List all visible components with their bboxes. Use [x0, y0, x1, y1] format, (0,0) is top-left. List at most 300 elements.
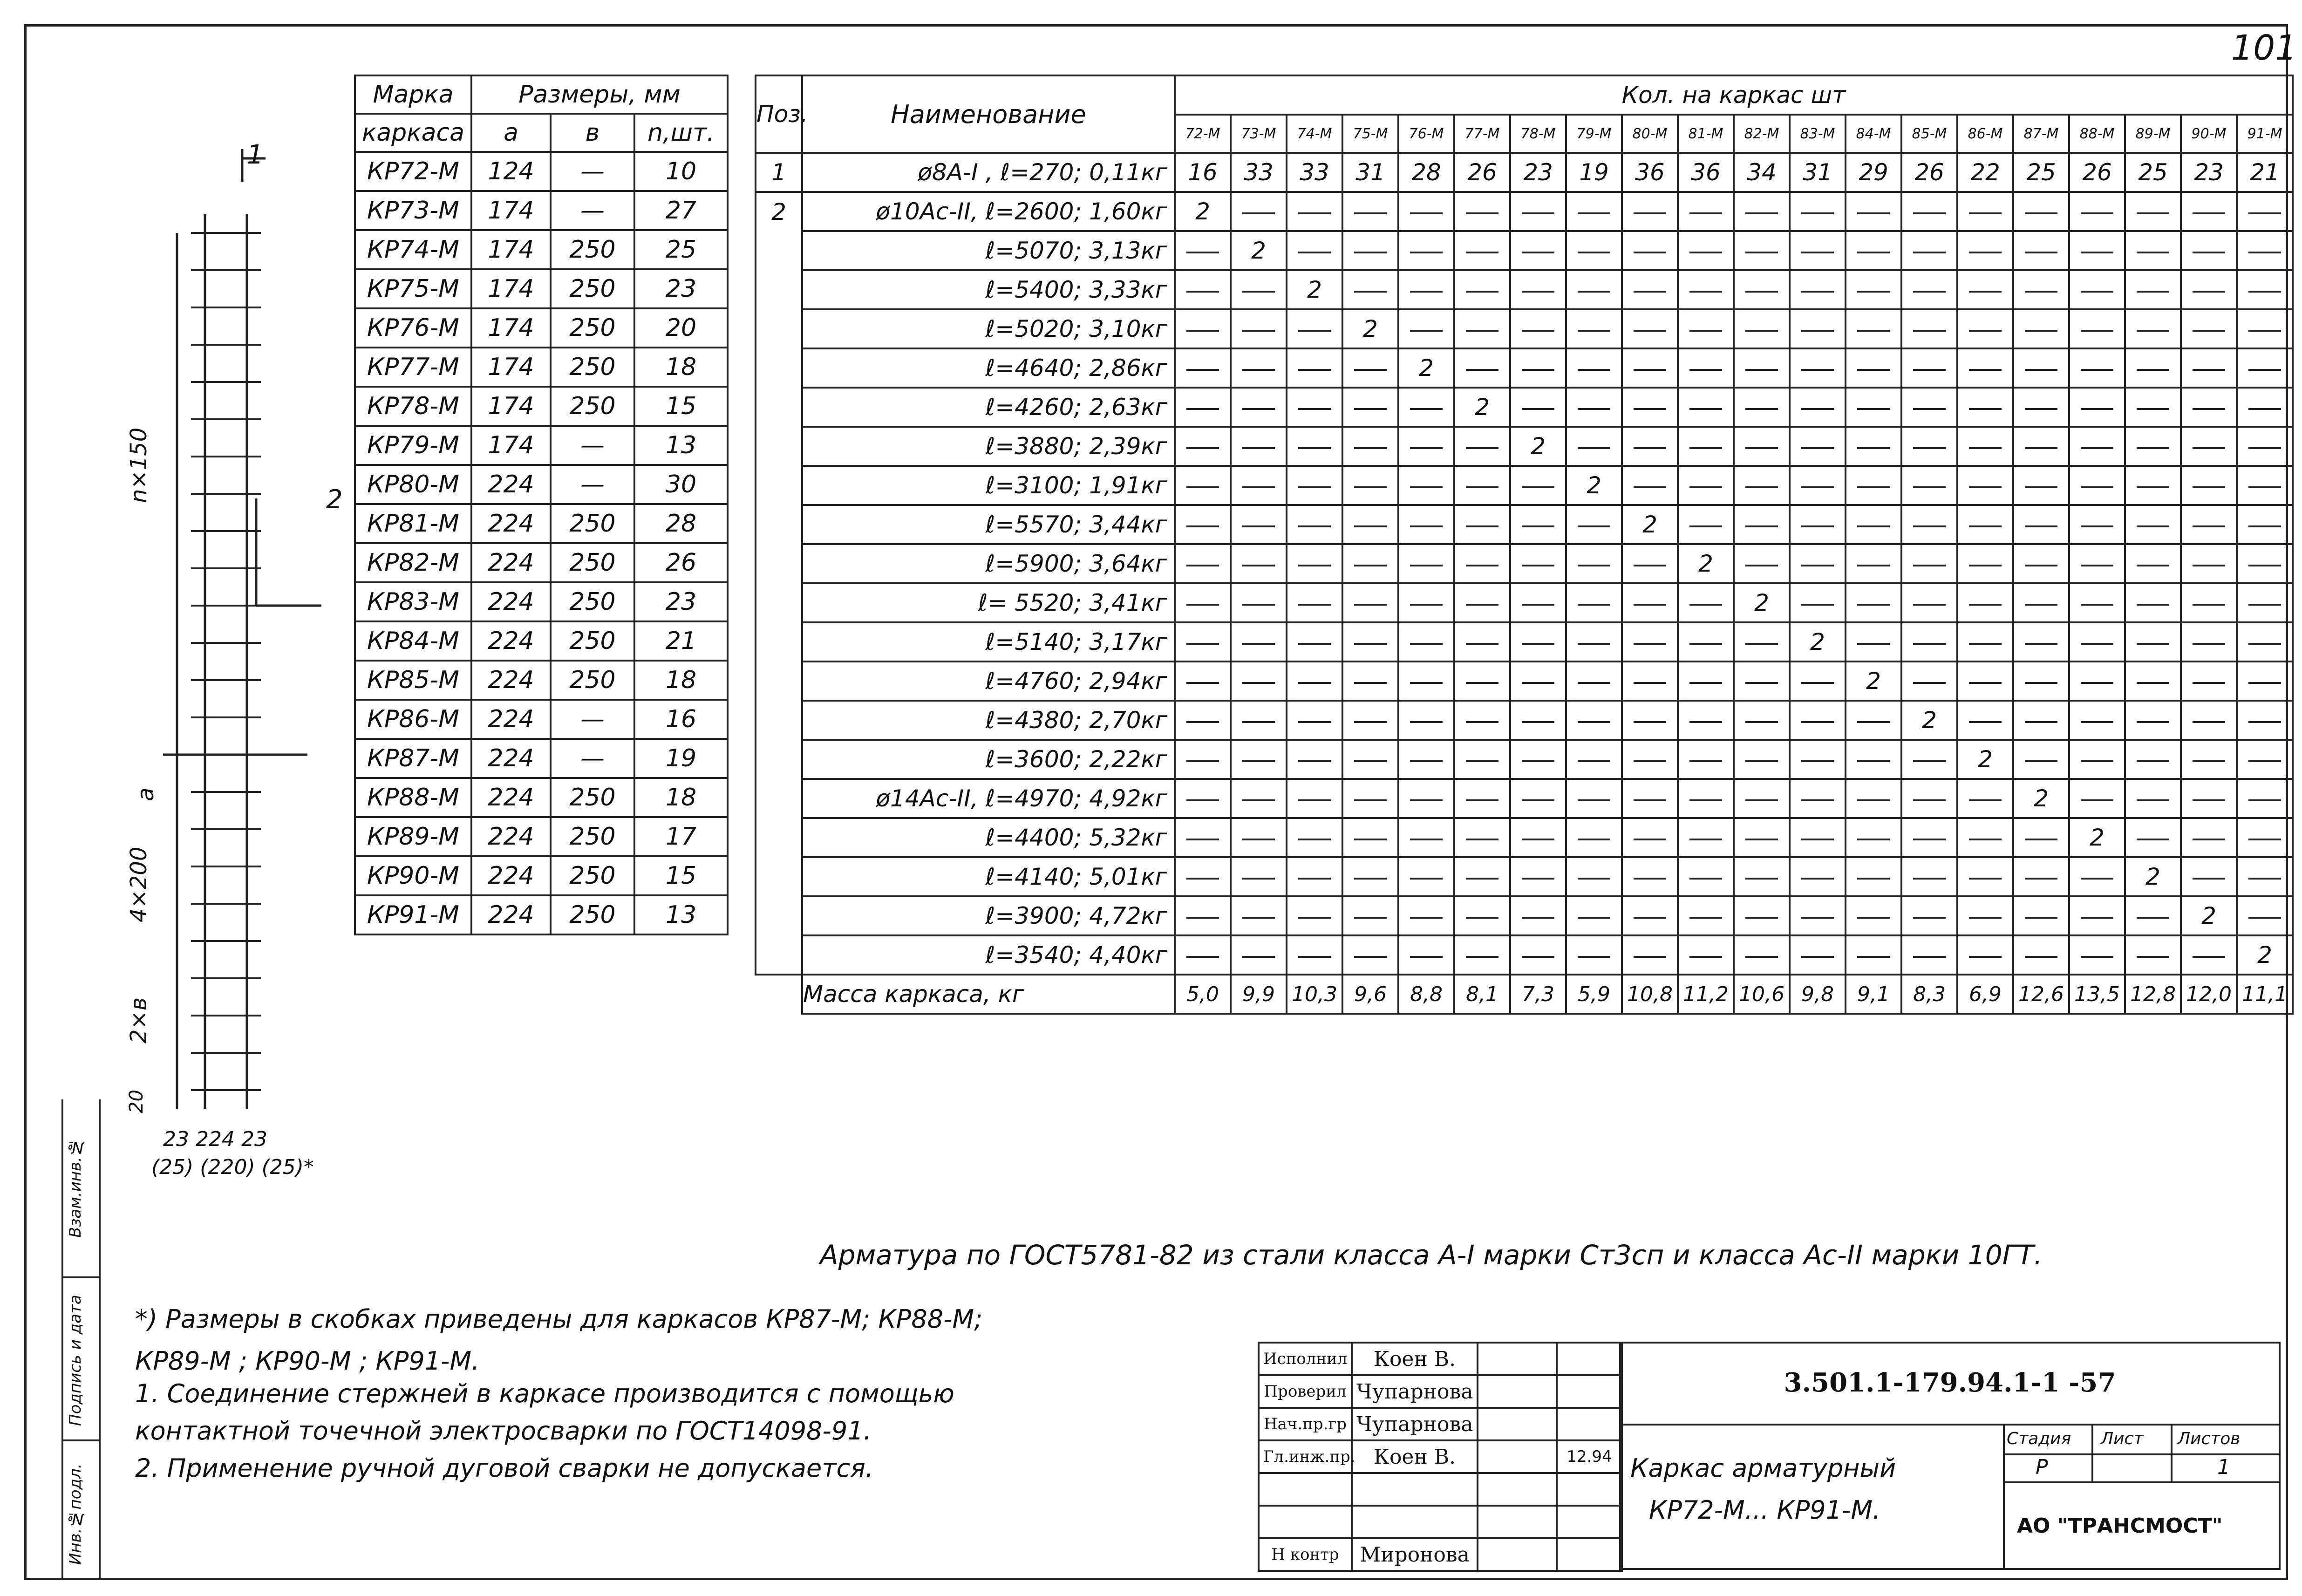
dash-mark: [1634, 956, 1666, 958]
dash-mark: [1354, 799, 1387, 801]
qty-dash: [1901, 779, 1957, 818]
qty-dash: [1454, 192, 1510, 231]
dash-mark: [1913, 682, 1946, 684]
qty-dash: [2237, 192, 2293, 231]
dash-mark: [2248, 330, 2281, 332]
qty-dash: [2069, 896, 2125, 935]
mass-cell: 8,3: [1901, 975, 1957, 1014]
dash-mark: [1410, 252, 1443, 253]
dash-mark: [1242, 917, 1275, 919]
dash-mark: [2081, 486, 2113, 488]
row-name: ℓ=5140; 3,17кг: [802, 622, 1175, 662]
dash-mark: [1354, 212, 1387, 214]
dash-mark: [1689, 682, 1722, 684]
dash-mark: [1298, 878, 1331, 880]
qty-dash: [2069, 192, 2125, 231]
row-mark: КР77-М: [355, 348, 471, 387]
dash-mark: [1634, 565, 1666, 566]
qty-cell: 2: [1398, 348, 1454, 388]
qty-dash: [1175, 544, 1231, 583]
dash-mark: [1522, 799, 1554, 801]
dash-mark: [1186, 682, 1219, 684]
row-name: ℓ=4380; 2,70кг: [802, 701, 1175, 740]
qty-dash: [1231, 270, 1287, 309]
qty-dash: [1510, 896, 1566, 935]
qty-dash: [1287, 857, 1342, 896]
row-b: 250: [551, 778, 634, 817]
qty-dash: [1678, 740, 1734, 779]
dash-mark: [1298, 721, 1331, 723]
qty-dash: [1622, 622, 1678, 662]
dash-mark: [1857, 330, 1890, 332]
qty-dash: [1734, 388, 1790, 427]
mass-cell: 11,1: [2237, 975, 2293, 1014]
qty-dash: [2181, 466, 2237, 505]
dash-mark: [1410, 486, 1443, 488]
dash-mark: [1242, 565, 1275, 566]
dash-mark: [1745, 760, 1778, 762]
qty-dash: [2013, 427, 2069, 466]
dash-mark: [1354, 682, 1387, 684]
row-n: 15: [634, 856, 728, 895]
dash-mark: [1186, 330, 1219, 332]
qty-dash: [1454, 348, 1510, 388]
qty-dash: [1678, 388, 1734, 427]
dash-mark: [2081, 252, 2113, 253]
qty-dash: [1622, 935, 1678, 975]
qty-cell: 31: [1342, 153, 1398, 192]
qty-dash: [2069, 309, 2125, 348]
dash-mark: [2025, 565, 2057, 566]
dash-mark: [1857, 721, 1890, 723]
dash-mark: [1354, 760, 1387, 762]
qty-dash: [2069, 270, 2125, 309]
dash-mark: [1913, 878, 1946, 880]
row-pos: 2: [756, 192, 802, 231]
dash-mark: [1298, 486, 1331, 488]
row-name: ℓ=5400; 3,33кг: [802, 270, 1175, 309]
quantity-row: [756, 192, 2293, 231]
qty-dash: [1622, 348, 1678, 388]
dash-mark: [1689, 956, 1722, 958]
qty-dash: [1398, 505, 1454, 544]
dash-mark: [1578, 330, 1610, 332]
row-pos: [756, 818, 802, 857]
dash-mark: [1466, 330, 1498, 332]
row-b: —: [551, 426, 634, 465]
dash-mark: [2081, 643, 2113, 645]
qty-cell: 34: [1734, 153, 1790, 192]
dash-mark: [1242, 486, 1275, 488]
dash-mark: [1242, 839, 1275, 840]
qty-dash: [1398, 309, 1454, 348]
qty-dash: [1175, 857, 1231, 896]
qty-cell: 2: [2069, 818, 2125, 857]
dash-mark: [1913, 839, 1946, 840]
qty-dash: [1678, 779, 1734, 818]
row-b: 250: [551, 308, 634, 348]
dash-mark: [1186, 565, 1219, 566]
column-header: 79-М: [1566, 115, 1622, 153]
qty-dash: [1790, 270, 1846, 309]
dash-mark: [1578, 799, 1610, 801]
qty-cell: 22: [1957, 153, 2013, 192]
dash-mark: [1857, 643, 1890, 645]
qty-dash: [1398, 583, 1454, 622]
row-n: 18: [634, 348, 728, 387]
qty-dash: [1454, 427, 1510, 466]
row-a: 224: [471, 895, 551, 934]
column-header: 91-М: [2237, 115, 2293, 153]
dash-mark: [1913, 917, 1946, 919]
dash-mark: [2248, 643, 2281, 645]
qty-cell: 2: [1510, 427, 1566, 466]
qty-dash: [1342, 818, 1398, 857]
row-b: 250: [551, 661, 634, 700]
qty-dash: [2069, 466, 2125, 505]
qty-dash: [1175, 466, 1231, 505]
row-n: 20: [634, 308, 728, 348]
qty-dash: [1398, 466, 1454, 505]
dash-mark: [1857, 408, 1890, 410]
mass-cell: 12,6: [2013, 975, 2069, 1014]
row-pos: [756, 779, 802, 818]
dash-mark: [2137, 252, 2169, 253]
qty-dash: [1957, 935, 2013, 975]
signature-date: [1557, 1506, 1622, 1538]
qty-dash: [2013, 231, 2069, 270]
dash-mark: [1578, 212, 1610, 214]
header-qty: Кол. на каркас шт: [1175, 75, 2293, 115]
dash-mark: [1298, 252, 1331, 253]
signature-name: [1352, 1506, 1478, 1538]
dash-mark: [2025, 839, 2057, 840]
qty-cell: 2: [1678, 544, 1734, 583]
row-pos: [756, 701, 802, 740]
qty-dash: [1622, 701, 1678, 740]
qty-dash: [1734, 622, 1790, 662]
qty-dash: [2181, 231, 2237, 270]
dash-mark: [1913, 252, 1946, 253]
qty-dash: [2125, 779, 2181, 818]
qty-dash: [1342, 935, 1398, 975]
qty-dash: [1287, 505, 1342, 544]
stage-header: Стадия: [2007, 1429, 2071, 1448]
row-b: —: [551, 739, 634, 778]
row-pos: [756, 270, 802, 309]
row-b: —: [551, 465, 634, 504]
qty-dash: [2013, 505, 2069, 544]
qty-dash: [1510, 192, 1566, 231]
qty-dash: [1622, 270, 1678, 309]
qty-cell: 2: [1342, 309, 1398, 348]
dash-mark: [1689, 212, 1722, 214]
dash-mark: [1801, 956, 1834, 958]
sizes-row: [355, 778, 728, 817]
row-name: ø14Ас-II, ℓ=4970; 4,92кг: [802, 779, 1175, 818]
dim-a: а: [133, 787, 159, 801]
row-mark: КР84-М: [355, 621, 471, 661]
dash-mark: [1466, 760, 1498, 762]
dash-mark: [1578, 447, 1610, 449]
signature-name: Коен В.: [1352, 1343, 1478, 1375]
dash-mark: [2025, 212, 2057, 214]
qty-dash: [1287, 192, 1342, 231]
qty-dash: [1957, 270, 2013, 309]
quantity-row: [756, 857, 2293, 896]
row-name: ℓ=3880; 2,39кг: [802, 427, 1175, 466]
qty-dash: [1510, 231, 1566, 270]
qty-dash: [1846, 270, 1901, 309]
dash-mark: [2137, 682, 2169, 684]
row-pos: [756, 544, 802, 583]
qty-dash: [2125, 544, 2181, 583]
mass-cell: 10,3: [1287, 975, 1342, 1014]
dash-mark: [1298, 799, 1331, 801]
dim-nx150: n×150: [126, 427, 152, 503]
row-name: ℓ=3600; 2,22кг: [802, 740, 1175, 779]
row-mark: КР87-М: [355, 739, 471, 778]
row-mark: КР81-М: [355, 504, 471, 543]
signature-role: [1259, 1473, 1352, 1506]
qty-dash: [1510, 857, 1566, 896]
qty-dash: [1790, 309, 1846, 348]
qty-dash: [2125, 192, 2181, 231]
qty-dash: [1342, 896, 1398, 935]
dash-mark: [1857, 956, 1890, 958]
qty-dash: [2069, 779, 2125, 818]
dash-mark: [1578, 604, 1610, 606]
dash-mark: [1913, 369, 1946, 371]
qty-dash: [1231, 701, 1287, 740]
dash-mark: [1522, 565, 1554, 566]
mass-empty: [756, 975, 802, 1014]
dash-mark: [1298, 604, 1331, 606]
qty-dash: [1287, 740, 1342, 779]
dash-mark: [1466, 682, 1498, 684]
dash-mark: [1857, 839, 1890, 840]
dash-mark: [1410, 330, 1443, 332]
dash-mark: [1913, 643, 1946, 645]
dash-mark: [1242, 721, 1275, 723]
dash-mark: [1913, 799, 1946, 801]
dash-mark: [1634, 486, 1666, 488]
dash-mark: [1801, 369, 1834, 371]
signatures-table: [1258, 1342, 1623, 1572]
signature-sign: [1478, 1440, 1557, 1473]
dash-mark: [1354, 252, 1387, 253]
dash-mark: [2025, 682, 2057, 684]
qty-dash: [2237, 505, 2293, 544]
dash-mark: [1634, 878, 1666, 880]
dash-mark: [1913, 408, 1946, 410]
row-a: 224: [471, 778, 551, 817]
qty-dash: [1734, 348, 1790, 388]
dash-mark: [1689, 447, 1722, 449]
signature-sign: [1478, 1473, 1557, 1506]
qty-dash: [1398, 270, 1454, 309]
qty-dash: [1398, 427, 1454, 466]
dash-mark: [1522, 212, 1554, 214]
sizes-row: [355, 191, 728, 230]
qty-cell: 25: [2013, 153, 2069, 192]
qty-dash: [1678, 427, 1734, 466]
row-n: 13: [634, 895, 728, 934]
dash-mark: [1410, 799, 1443, 801]
dash-mark: [1689, 878, 1722, 880]
qty-dash: [1175, 348, 1231, 388]
qty-dash: [1901, 192, 1957, 231]
title-line-1: Каркас арматурный: [1630, 1453, 1896, 1483]
qty-dash: [1566, 309, 1622, 348]
column-header: 78-М: [1510, 115, 1566, 153]
header-pos: Поз.: [756, 75, 802, 153]
qty-cell: 2: [1231, 231, 1287, 270]
dash-mark: [1634, 604, 1666, 606]
quantity-row: [756, 309, 2293, 348]
row-a: 224: [471, 661, 551, 700]
qty-dash: [1231, 505, 1287, 544]
dash-mark: [1913, 486, 1946, 488]
qty-dash: [2069, 505, 2125, 544]
row-a: 224: [471, 504, 551, 543]
qty-dash: [1287, 896, 1342, 935]
dash-mark: [1913, 956, 1946, 958]
qty-dash: [1510, 309, 1566, 348]
row-name: ℓ=4640; 2,86кг: [802, 348, 1175, 388]
dash-mark: [1578, 291, 1610, 293]
dash-mark: [2137, 565, 2169, 566]
qty-dash: [1175, 583, 1231, 622]
qty-dash: [1957, 818, 2013, 857]
dash-mark: [1242, 447, 1275, 449]
dash-mark: [2081, 330, 2113, 332]
frame-sizes-table: [354, 75, 729, 935]
row-name: ℓ=3900; 4,72кг: [802, 896, 1175, 935]
qty-dash: [2069, 662, 2125, 701]
qty-cell: 23: [2181, 153, 2237, 192]
row-n: 21: [634, 621, 728, 661]
column-header: 89-М: [2125, 115, 2181, 153]
sizes-row: [355, 739, 728, 778]
qty-dash: [2237, 622, 2293, 662]
column-header: 73-М: [1231, 115, 1287, 153]
qty-dash: [1790, 935, 1846, 975]
qty-dash: [2125, 388, 2181, 427]
dash-mark: [1634, 799, 1666, 801]
mass-cell: 10,6: [1734, 975, 1790, 1014]
row-mark: КР91-М: [355, 895, 471, 934]
dash-mark: [1689, 604, 1722, 606]
dash-mark: [1522, 291, 1554, 293]
row-n: 18: [634, 778, 728, 817]
dash-mark: [1186, 369, 1219, 371]
signature-row: [1259, 1506, 1622, 1538]
quantity-row: [756, 544, 2293, 583]
row-mark: КР73-М: [355, 191, 471, 230]
dash-mark: [1969, 330, 2002, 332]
qty-dash: [1957, 583, 2013, 622]
dash-mark: [1634, 212, 1666, 214]
dash-mark: [1689, 917, 1722, 919]
qty-dash: [1678, 270, 1734, 309]
sizes-row: [355, 621, 728, 661]
dash-mark: [2025, 878, 2057, 880]
dash-mark: [1242, 212, 1275, 214]
qty-dash: [2181, 818, 2237, 857]
qty-dash: [2013, 740, 2069, 779]
signature-row: [1259, 1375, 1622, 1408]
dash-mark: [1857, 917, 1890, 919]
qty-dash: [1790, 544, 1846, 583]
qty-dash: [1454, 622, 1510, 662]
row-b: 250: [551, 895, 634, 934]
row-b: 250: [551, 387, 634, 426]
dash-mark: [1578, 369, 1610, 371]
qty-dash: [1398, 857, 1454, 896]
dash-mark: [1466, 878, 1498, 880]
signature-role: [1259, 1506, 1352, 1538]
dash-mark: [2137, 330, 2169, 332]
qty-dash: [1231, 348, 1287, 388]
qty-dash: [1734, 662, 1790, 701]
row-b: 250: [551, 230, 634, 269]
dash-mark: [1298, 525, 1331, 527]
row-pos: [756, 935, 802, 975]
qty-dash: [1342, 662, 1398, 701]
quantity-row: [756, 818, 2293, 857]
dash-mark: [2025, 604, 2057, 606]
qty-dash: [1175, 505, 1231, 544]
qty-dash: [1566, 388, 1622, 427]
qty-dash: [2069, 544, 2125, 583]
dash-mark: [2193, 604, 2225, 606]
qty-dash: [1678, 505, 1734, 544]
dash-mark: [1969, 917, 2002, 919]
qty-dash: [2069, 701, 2125, 740]
qty-dash: [1454, 583, 1510, 622]
dash-mark: [1969, 682, 2002, 684]
dash-mark: [1689, 291, 1722, 293]
dash-mark: [1969, 369, 2002, 371]
qty-dash: [1175, 896, 1231, 935]
header-n: n,шт.: [634, 114, 728, 152]
qty-dash: [1287, 583, 1342, 622]
quantity-row: [756, 935, 2293, 975]
row-b: —: [551, 191, 634, 230]
row-pos: 1: [756, 153, 802, 192]
qty-dash: [1622, 388, 1678, 427]
dash-mark: [2193, 447, 2225, 449]
qty-dash: [2125, 270, 2181, 309]
qty-dash: [2125, 427, 2181, 466]
row-b: —: [551, 700, 634, 739]
dash-mark: [2081, 799, 2113, 801]
dash-mark: [2248, 721, 2281, 723]
qty-dash: [2181, 192, 2237, 231]
qty-dash: [1734, 701, 1790, 740]
qty-dash: [1510, 388, 1566, 427]
dash-mark: [1857, 565, 1890, 566]
dash-mark: [1354, 486, 1387, 488]
dash-mark: [2081, 369, 2113, 371]
qty-dash: [2237, 270, 2293, 309]
dash-mark: [2025, 252, 2057, 253]
qty-cell: 36: [1678, 153, 1734, 192]
dash-mark: [2025, 447, 2057, 449]
qty-dash: [1734, 231, 1790, 270]
dash-mark: [1298, 369, 1331, 371]
